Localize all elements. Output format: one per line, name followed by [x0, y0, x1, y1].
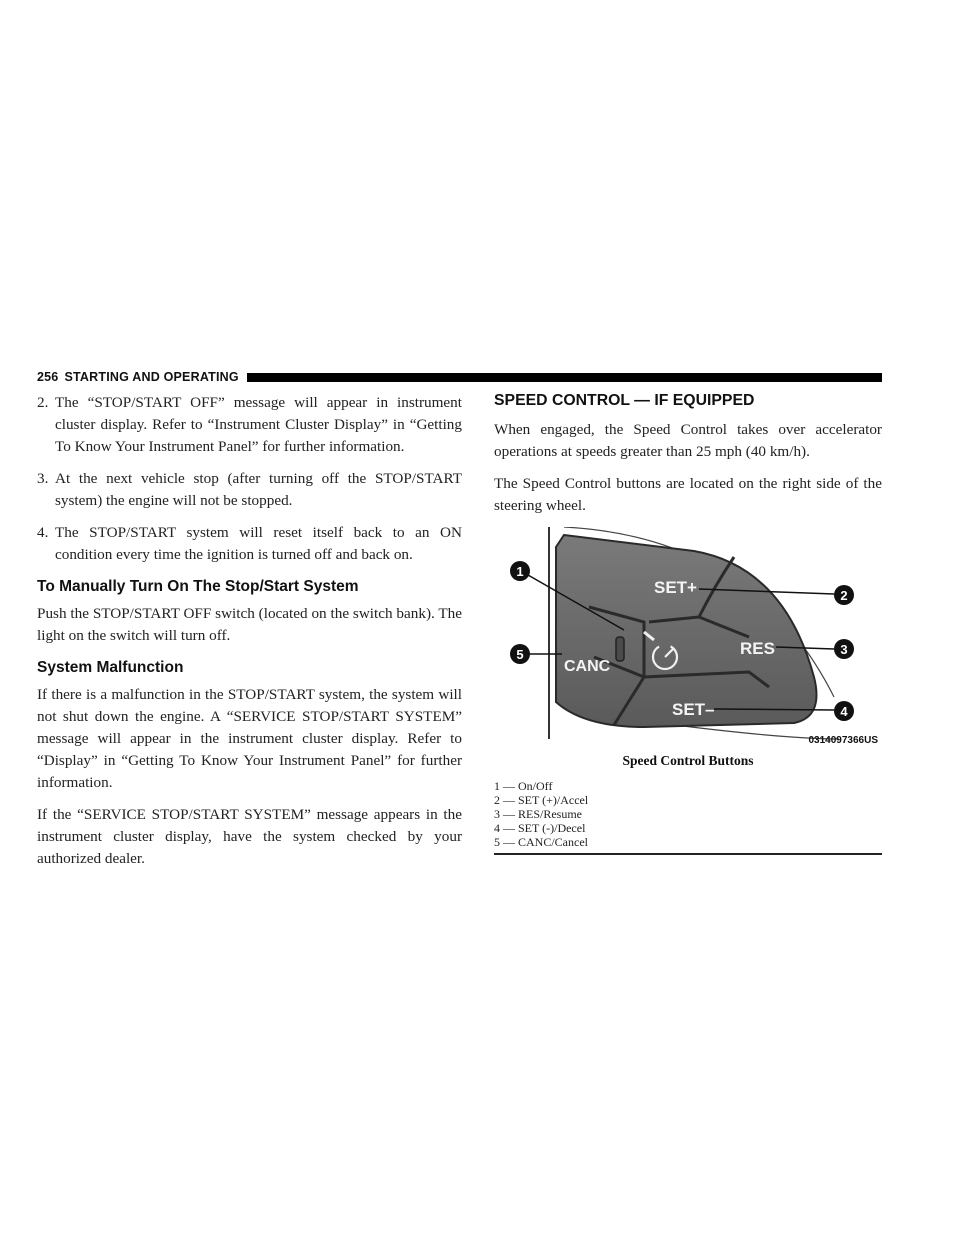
right-column [494, 392, 882, 855]
list-item [37, 392, 462, 458]
legend-item: 1 — On/Off [494, 779, 553, 793]
left-column [37, 392, 462, 880]
list-item-text: The “STOP/START OFF” message will appear in instrument cluster display. Refer to “Instrument Cluster Display” in “Getting To Know Your Instrument Panel” for further information. [55, 394, 462, 455]
svg-text:4: 4 [840, 704, 848, 719]
canc-label: CANC [564, 658, 611, 675]
speed-control-paragraph-1: When engaged, the Speed Control takes over accelerator operations at speeds greater than 25 mph (40 km/h). [494, 421, 882, 460]
svg-text:5: 5 [516, 647, 524, 662]
svg-text:1: 1 [516, 564, 524, 579]
speed-control-paragraph-2: The Speed Control buttons are located on the right side of the steering wheel. [494, 475, 882, 514]
speed-control-heading: SPEED CONTROL — IF EQUIPPED [494, 392, 755, 409]
speed-control-figure [494, 527, 882, 747]
legend-item: 2 — SET (+)/Accel [494, 793, 589, 807]
res-label: RES [740, 639, 775, 658]
figure-code: 0314097366US [808, 735, 878, 746]
malfunction-paragraph-1: If there is a malfunction in the STOP/START system, the system will not shut down the engine. A “SERVICE STOP/START SYSTEM” message will appear in the instrument cluster display. Refer to “Display” in “Getting To Know Your Instrument Panel” for further information. [37, 686, 462, 791]
legend-item: 4 — SET (-)/Decel [494, 821, 586, 835]
list-item [37, 468, 462, 512]
section-title: STARTING AND OPERATING [64, 370, 239, 384]
callout-5 [510, 644, 530, 664]
figure-legend [494, 779, 882, 849]
list-item-text: At the next vehicle stop (after turning off the STOP/START system) the engine will not be stopped. [55, 470, 462, 509]
page-header [37, 369, 882, 385]
list-item-number: 3. [37, 470, 49, 487]
list-item-text: The STOP/START system will reset itself back to an ON condition every time the ignition is turned off and back on. [55, 524, 462, 563]
malfunction-paragraph-2: If the “SERVICE STOP/START SYSTEM” message appears in the instrument cluster display, have the system checked by your authorized dealer. [37, 806, 462, 867]
svg-text:2: 2 [840, 588, 848, 603]
legend-item: 3 — RES/Resume [494, 807, 583, 821]
header-rule [247, 373, 882, 382]
callout-3 [834, 639, 854, 659]
list-item [37, 522, 462, 566]
steering-wheel-buttons-illustration [494, 527, 882, 747]
list-item-number: 4. [37, 524, 49, 541]
set-minus-label: SET– [672, 700, 715, 719]
malfunction-heading: System Malfunction [37, 659, 184, 676]
svg-text:3: 3 [840, 642, 848, 657]
figure-caption: Speed Control Buttons [622, 753, 754, 768]
callout-1 [510, 561, 530, 581]
legend-rule [494, 853, 882, 855]
page-number: 256 [37, 370, 59, 384]
legend-item: 5 — CANC/Cancel [494, 835, 588, 849]
set-plus-label: SET+ [654, 578, 697, 597]
button-cluster [556, 535, 817, 727]
callout-2 [834, 585, 854, 605]
manual-on-heading: To Manually Turn On The Stop/Start System [37, 578, 359, 595]
manual-on-text: Push the STOP/START OFF switch (located on the switch bank). The light on the switch will turn off. [37, 605, 462, 644]
list-item-number: 2. [37, 394, 49, 411]
callout-4 [834, 701, 854, 721]
